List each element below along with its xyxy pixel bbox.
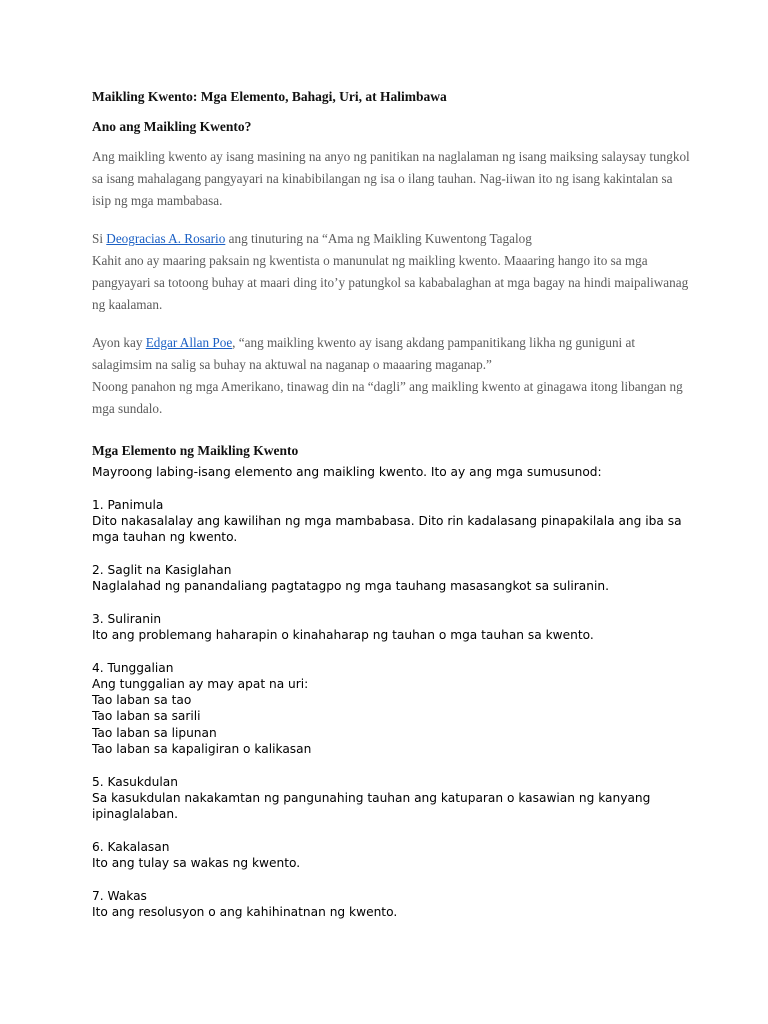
paragraph-poe-prefix: Ayon kay bbox=[92, 335, 146, 350]
list-item-title: 1. Panimula bbox=[92, 497, 164, 512]
list-item-text: Ang tunggalian ay may apat na uri: bbox=[92, 676, 309, 691]
paragraph-rosario-prefix: Si bbox=[92, 231, 107, 246]
paragraph-paksain: Kahit ano ay maaring paksain ng kwentista o manunulat ng maikling kwento. Maaaring hango ito sa mga pangyayari sa totoong buhay at maari ding ito’y patungkol sa kababalaghan at mga bagay na hindi maipaliwanag ng kaalaman. bbox=[92, 253, 689, 312]
paragraph-poe bbox=[92, 332, 692, 420]
list-item bbox=[92, 774, 692, 823]
list-item-text: Tao laban sa kapaligiran o kalikasan bbox=[92, 742, 312, 757]
list-item-title: 2. Saglit na Kasiglahan bbox=[92, 562, 232, 577]
elements-intro: Mayroong labing-isang elemento ang maikling kwento. Ito ay ang mga sumusunod: bbox=[92, 465, 602, 479]
paragraph-definition: Ang maikling kwento ay isang masining na anyo ng panitikan na naglalaman ng isang maiksing salaysay tungkol sa isang mahalagang pangyayari na kinabibilangan ng isa o ilang tauhan. Nag-iiwan ito ng isang kakintalan sa isip ng mga mambabasa. bbox=[92, 149, 690, 208]
list-item-title: 5. Kasukdulan bbox=[92, 774, 178, 789]
section-heading-ano: Ano ang Maikling Kwento? bbox=[92, 119, 252, 134]
list-item-title: 3. Suliranin bbox=[92, 611, 162, 626]
link-edgar-allan-poe[interactable]: Edgar Allan Poe bbox=[145, 335, 233, 350]
list-item bbox=[92, 839, 692, 872]
paragraph-rosario bbox=[92, 228, 692, 316]
list-item-title: 7. Wakas bbox=[92, 888, 147, 903]
list-item bbox=[92, 660, 692, 758]
list-item-title: 4. Tunggalian bbox=[92, 660, 174, 675]
list-item-text: Ito ang tulay sa wakas ng kwento. bbox=[92, 856, 301, 871]
link-deogracias-rosario[interactable]: Deogracias A. Rosario bbox=[106, 231, 226, 246]
list-item-text: Sa kasukdulan nakakamtan ng pangunahing tauhan ang katuparan o kasawian ng kanyang ipinaglalaban. bbox=[92, 790, 651, 822]
list-item-text: Tao laban sa tao bbox=[92, 693, 192, 708]
paragraph-poe-suffix: , “ang maikling kwento ay isang akdang pampanitikang likha ng guniguni at salagimsim na salig sa buhay na aktuwal na naganap o maaaring maganap.” bbox=[92, 335, 636, 372]
list-item-text: Dito nakasalalay ang kawilihan ng mga mambabasa. Dito rin kadalasang pinapakilala ang iba sa mga tauhan ng kwento. bbox=[92, 513, 682, 545]
list-item-text: Ito ang problemang haharapin o kinahaharap ng tauhan o mga tauhan sa kwento. bbox=[92, 627, 594, 642]
list-item bbox=[92, 888, 692, 921]
elements-list bbox=[92, 464, 692, 920]
list-item-text: Ito ang resolusyon o ang kahihinatnan ng kwento. bbox=[92, 905, 398, 920]
list-item bbox=[92, 611, 692, 644]
list-item-text: Naglalahad ng panandaliang pagtatagpo ng mga tauhang masasangkot sa suliranin. bbox=[92, 579, 609, 594]
paragraph-dagli: Noong panahon ng mga Amerikano, tinawag din na “dagli” ang maikling kwento at ginagawa itong libangan ng mga sundalo. bbox=[92, 379, 683, 416]
section-heading-elemento: Mga Elemento ng Maikling Kwento bbox=[92, 443, 299, 458]
list-item-title: 6. Kakalasan bbox=[92, 839, 170, 854]
paragraph-rosario-suffix: ang tinuturing na “Ama ng Maikling Kuwentong Tagalog bbox=[225, 231, 532, 246]
list-item bbox=[92, 562, 692, 595]
list-item-text: Tao laban sa lipunan bbox=[92, 725, 217, 740]
list-item-text: Tao laban sa sarili bbox=[92, 709, 201, 724]
document-page bbox=[92, 88, 692, 920]
document-title: Maikling Kwento: Mga Elemento, Bahagi, Uri, at Halimbawa bbox=[92, 89, 447, 104]
list-item bbox=[92, 497, 692, 546]
